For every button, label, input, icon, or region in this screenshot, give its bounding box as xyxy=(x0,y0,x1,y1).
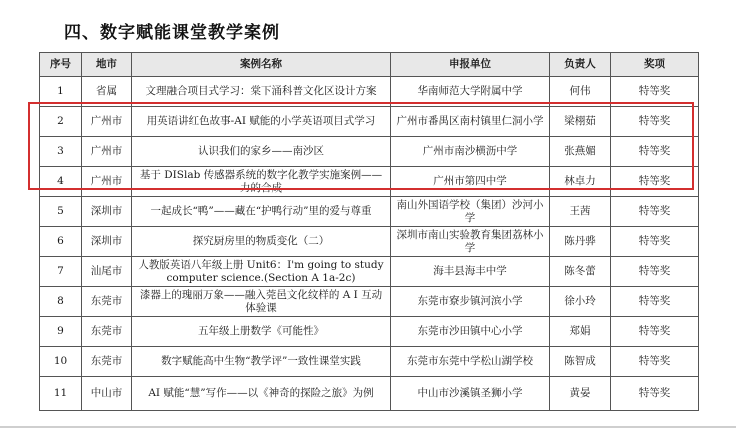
table-row xyxy=(40,257,699,287)
cell-case-name: AI 赋能“慧”写作——以《神奇的探险之旅》为例 xyxy=(132,377,391,411)
cell-award: 特等奖 xyxy=(611,347,699,377)
cell-award: 特等奖 xyxy=(611,227,699,257)
cell-no: 10 xyxy=(40,347,82,377)
cell-case-name: 一起成长“鸭”——藏在“护鸭行动”里的爱与尊重 xyxy=(132,197,391,227)
cell-city: 省属 xyxy=(82,77,132,107)
cell-lead: 何伟 xyxy=(550,77,611,107)
table-row xyxy=(40,347,699,377)
cell-city: 广州市 xyxy=(82,107,132,137)
cell-lead: 陈智成 xyxy=(550,347,611,377)
cell-unit: 中山市沙溪镇圣狮小学 xyxy=(391,377,550,411)
table-row xyxy=(40,287,699,317)
cell-case-name: 基于 DISlab 传感器系统的数字化教学实施案例——力的合成 xyxy=(132,167,391,197)
cell-unit: 广州市南沙横沥中学 xyxy=(391,137,550,167)
cell-no: 6 xyxy=(40,227,82,257)
cell-case-name: 探究厨房里的物质变化（二） xyxy=(132,227,391,257)
cases-table xyxy=(39,52,699,411)
cell-unit: 东莞市寮步镇河滨小学 xyxy=(391,287,550,317)
cell-unit: 广州市第四中学 xyxy=(391,167,550,197)
table-row xyxy=(40,107,699,137)
table-row xyxy=(40,317,699,347)
col-header-case-name: 案例名称 xyxy=(132,53,391,77)
cell-no: 11 xyxy=(40,377,82,411)
cell-unit: 华南师范大学附属中学 xyxy=(391,77,550,107)
table-row xyxy=(40,167,699,197)
cell-no: 5 xyxy=(40,197,82,227)
cell-no: 7 xyxy=(40,257,82,287)
cell-lead: 陈冬蕾 xyxy=(550,257,611,287)
cell-award: 特等奖 xyxy=(611,137,699,167)
col-header-lead: 负责人 xyxy=(550,53,611,77)
cell-lead: 王茜 xyxy=(550,197,611,227)
cell-unit: 深圳市南山实验教育集团荔林小学 xyxy=(391,227,550,257)
cell-no: 2 xyxy=(40,107,82,137)
cell-case-name: 五年级上册数学《可能性》 xyxy=(132,317,391,347)
cell-city: 东莞市 xyxy=(82,287,132,317)
cell-case-name: 认识我们的家乡——南沙区 xyxy=(132,137,391,167)
cell-award: 特等奖 xyxy=(611,77,699,107)
cell-city: 东莞市 xyxy=(82,317,132,347)
cell-no: 1 xyxy=(40,77,82,107)
cell-lead: 徐小玲 xyxy=(550,287,611,317)
col-header-unit: 申报单位 xyxy=(391,53,550,77)
table-row xyxy=(40,227,699,257)
cell-lead: 黄晏 xyxy=(550,377,611,411)
cell-unit: 广州市番禺区南村镇里仁洞小学 xyxy=(391,107,550,137)
cell-award: 特等奖 xyxy=(611,287,699,317)
cell-city: 汕尾市 xyxy=(82,257,132,287)
cell-case-name: 漆器上的瑰丽万象——融入莞邑文化纹样的 A I 互动体验课 xyxy=(132,287,391,317)
table-row xyxy=(40,377,699,411)
col-header-award: 奖项 xyxy=(611,53,699,77)
cell-unit: 南山外国语学校（集团）沙河小学 xyxy=(391,197,550,227)
cell-city: 广州市 xyxy=(82,137,132,167)
cell-city: 中山市 xyxy=(82,377,132,411)
cell-award: 特等奖 xyxy=(611,167,699,197)
cell-lead: 张燕媚 xyxy=(550,137,611,167)
col-header-no: 序号 xyxy=(40,53,82,77)
cell-award: 特等奖 xyxy=(611,317,699,347)
cell-award: 特等奖 xyxy=(611,107,699,137)
cell-no: 8 xyxy=(40,287,82,317)
cell-lead: 梁栩茹 xyxy=(550,107,611,137)
cell-case-name: 文理融合项目式学习：棠下涌科普文化区设计方案 xyxy=(132,77,391,107)
cell-award: 特等奖 xyxy=(611,257,699,287)
section-heading: 四、数字赋能课堂教学案例 xyxy=(64,23,280,43)
cell-no: 9 xyxy=(40,317,82,347)
cell-city: 深圳市 xyxy=(82,197,132,227)
cell-no: 3 xyxy=(40,137,82,167)
cell-city: 深圳市 xyxy=(82,227,132,257)
table-header-row xyxy=(40,53,699,77)
cell-case-name: 人教版英语八年级上册 Unit6：I'm going to study computer science.(Section A 1a-2c) xyxy=(132,257,391,287)
col-header-city: 地市 xyxy=(82,53,132,77)
table-row xyxy=(40,77,699,107)
cell-no: 4 xyxy=(40,167,82,197)
cell-award: 特等奖 xyxy=(611,197,699,227)
table-row xyxy=(40,137,699,167)
cell-case-name: 用英语讲红色故事-AI 赋能的小学英语项目式学习 xyxy=(132,107,391,137)
cell-award: 特等奖 xyxy=(611,377,699,411)
cell-case-name: 数字赋能高中生物“教学评”一致性课堂实践 xyxy=(132,347,391,377)
cell-unit: 东莞市沙田镇中心小学 xyxy=(391,317,550,347)
cell-city: 东莞市 xyxy=(82,347,132,377)
cell-unit: 东莞市东莞中学松山湖学校 xyxy=(391,347,550,377)
cell-lead: 林卓力 xyxy=(550,167,611,197)
cell-lead: 郑娟 xyxy=(550,317,611,347)
table-row xyxy=(40,197,699,227)
cell-city: 广州市 xyxy=(82,167,132,197)
cell-unit: 海丰县海丰中学 xyxy=(391,257,550,287)
cell-lead: 陈丹骅 xyxy=(550,227,611,257)
